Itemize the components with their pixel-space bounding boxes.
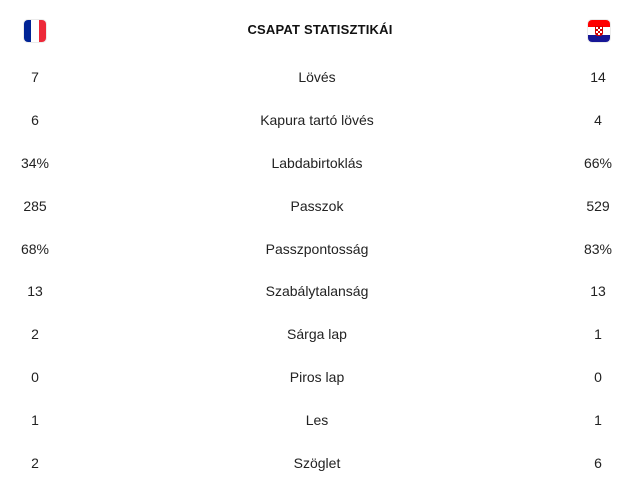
home-value: 2 (31, 326, 39, 343)
stat-row-pass-accuracy (0, 227, 640, 270)
away-value: 0 (594, 368, 602, 385)
away-value: 14 (590, 69, 606, 86)
home-value: 285 (23, 197, 47, 214)
stat-label: Labdabirtoklás (271, 154, 363, 171)
stat-label: Lövés (298, 69, 336, 86)
away-value: 66% (583, 154, 613, 171)
croatia-flag-icon (588, 20, 610, 42)
stat-row-shots (0, 56, 640, 99)
page-title: CSAPAT STATISZTIKÁI (247, 22, 393, 37)
stat-row-fouls (0, 270, 640, 313)
stat-label: Passzok (290, 197, 344, 214)
stat-row-shots-on-target (0, 99, 640, 142)
stats-header (0, 0, 640, 62)
away-value: 6 (594, 454, 602, 471)
home-value: 0 (31, 368, 39, 385)
away-value: 529 (586, 197, 610, 214)
home-value: 2 (31, 454, 39, 471)
stat-label: Passzpontosság (265, 240, 369, 257)
croatia-coat-of-arms-icon (595, 26, 603, 36)
away-value: 83% (583, 240, 613, 257)
home-value: 7 (31, 69, 39, 86)
away-value: 4 (594, 112, 602, 129)
home-value: 13 (27, 283, 43, 300)
stat-label: Kapura tartó lövés (260, 112, 374, 129)
away-value: 1 (594, 326, 602, 343)
home-value: 1 (31, 411, 39, 428)
stat-label: Sárga lap (287, 326, 347, 343)
away-value: 1 (594, 411, 602, 428)
stat-row-corners (0, 441, 640, 484)
home-value: 68% (20, 240, 50, 257)
stat-label: Szabálytalanság (265, 283, 369, 300)
stat-label: Piros lap (289, 368, 345, 385)
home-value: 34% (20, 154, 50, 171)
stat-label: Les (305, 411, 329, 428)
stat-row-passes (0, 184, 640, 227)
stat-row-possession (0, 142, 640, 185)
away-value: 13 (590, 283, 606, 300)
stats-table (0, 56, 640, 484)
stat-label: Szöglet (293, 454, 341, 471)
stat-row-offsides (0, 398, 640, 441)
home-value: 6 (31, 112, 39, 129)
stat-row-red-cards (0, 356, 640, 399)
stat-row-yellow-cards (0, 313, 640, 356)
